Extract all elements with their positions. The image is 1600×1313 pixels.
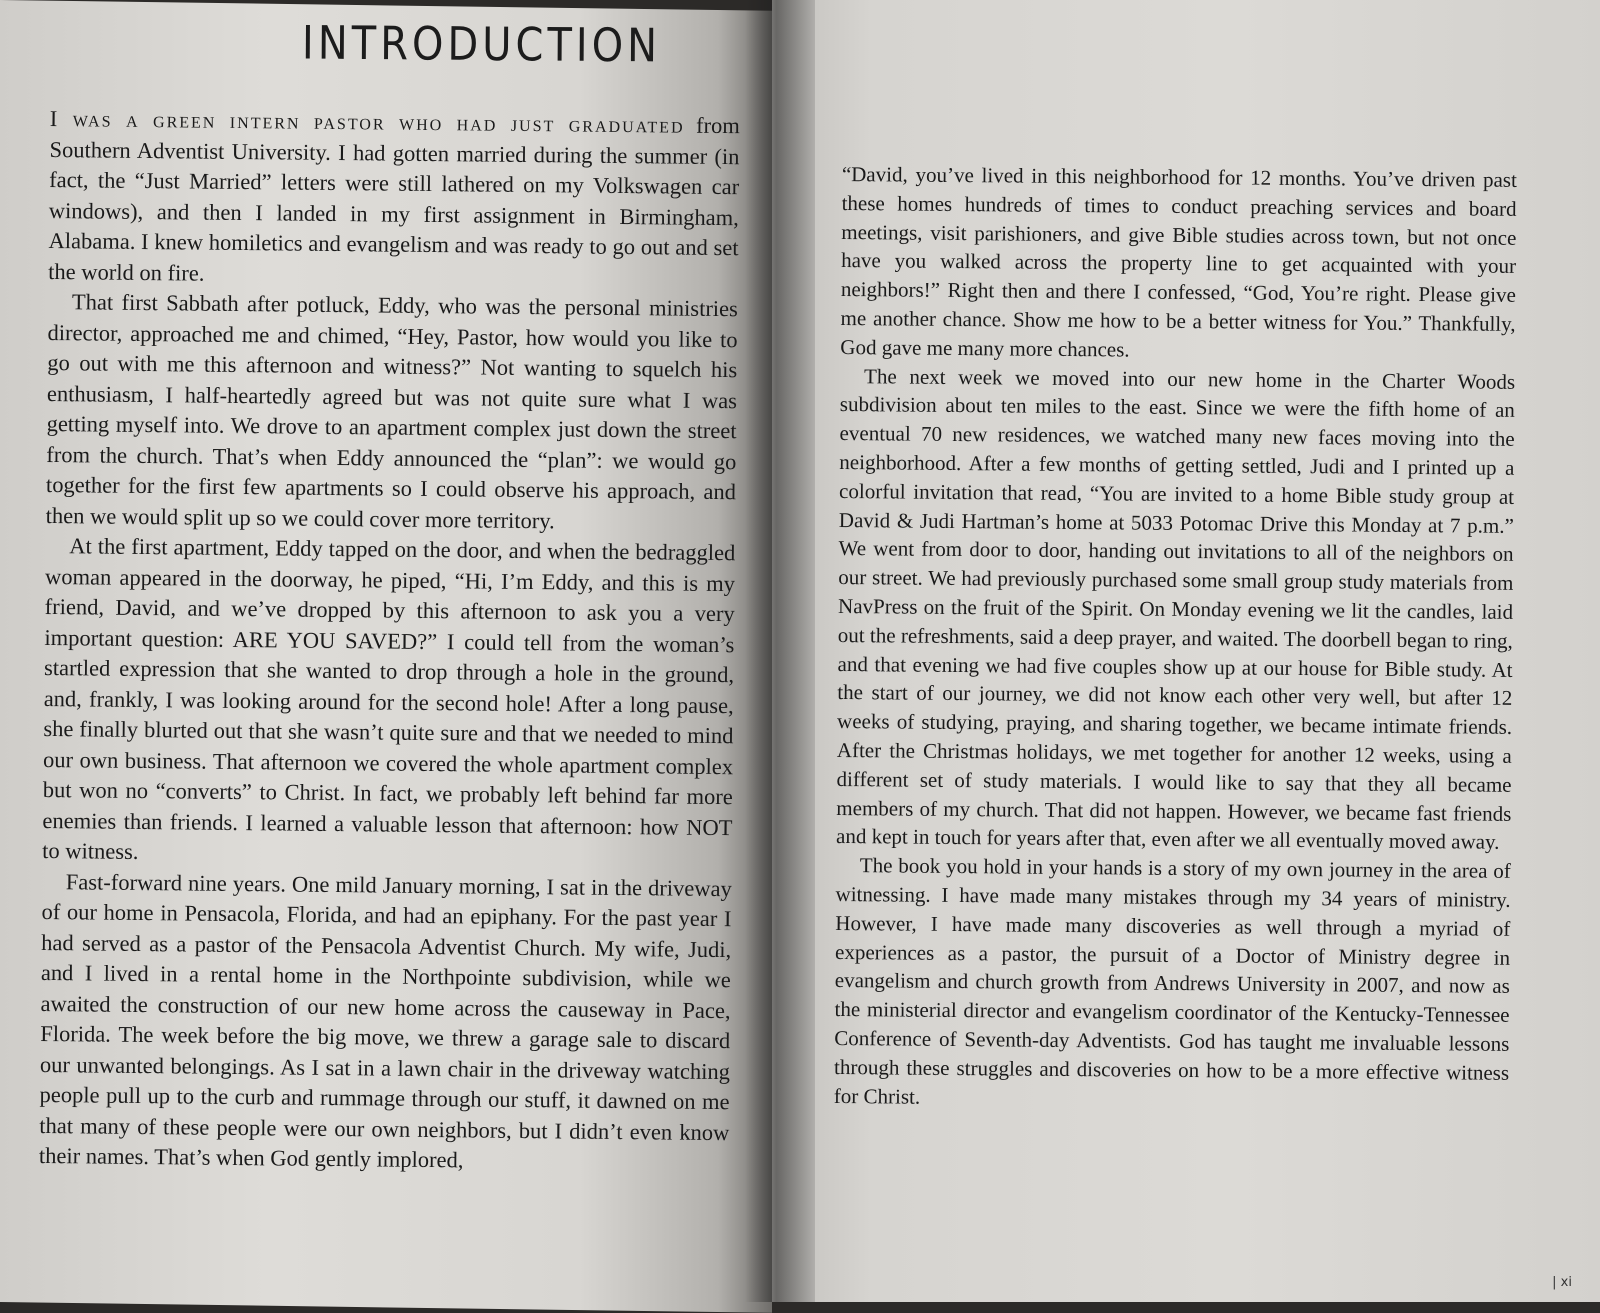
chapter-heading: INTRODUCTION [301, 17, 662, 73]
book-gutter [745, 0, 815, 1302]
paragraph: That first Sabbath after potluck, Eddy, who was the personal ministries director, approached me and chimed, “Hey, Pastor, how would you like to go out with me this afternoon and witness?” Not wanting to squelch his enthusiasm, I half-heartedly agreed but was not quite sure what I was getting myself into. We drove to an apartment complex just down the street from the church. That’s when Eddy announced the “plan”: we would go together for the first few apartments so I could observe his approach, and then we would split up so we could cover more territory. [45, 289, 739, 533]
page-number: | xi [1552, 1275, 1572, 1290]
paragraph: Fast-forward nine years. One mild January morning, I sat in the driveway of our home in Pensacola, Florida, and had an epiphany. For the past year I had served as a pastor of the Pensacola Adventist Church. My wife, Judi, and I lived in a rental home in the Northpointe subdivision, while we awaited the construction of our new home across the causeway in Pace, Florida. The week before the big move, we threw a garage sale to discard our unwanted belongings. As I sat in a lawn chair in the driveway watching people pull up to the curb and rummage through our stuff, it dawned on me that many of these people were our own neighbors, but I didn’t even know their names. That’s when God gently implored, [38, 868, 732, 1173]
paragraph: The book you hold in your hands is a story of my own journey in the area of witnessing. I have made many mistakes through my 34 years of ministry. However, I have made many discoveries as well through a myriad of experiences as a pastor, the pursuit of a Doctor of Ministry degree in evangelism and church growth from Andrews University in 2007, and now as the ministerial director and evangelism coordinator of the Kentucky-Tennessee Conference of Seventh-day Adventists. God has taught me invaluable lessons through these struggles and discoveries on how to be a more effective witness for Christ. [833, 853, 1511, 1109]
paragraph [48, 104, 740, 294]
paragraph: “David, you’ve lived in this neighborhood for 12 months. You’ve driven past these homes hundreds of times to conduct preaching services and board meetings, visit parishioners, and give Bible studies across town, but not once have you walked across the property line to get acquainted with your neighbors!” Right then and there I confessed, “God, You’re right. Please give me another chance. Show me how to be a better witness for You.” Thankfully, God gave me many more chances. [840, 161, 1517, 362]
left-page-text [39, 104, 740, 1179]
paragraph: At the first apartment, Eddy tapped on the door, and when the bedraggled woman appeared in the doorway, he piped, “Hi, I’m Eddy, and this is my friend, David, and we’ve dropped by this afternoon to ask you a very important question: ARE YOU SAVED?” I could tell from the woman’s startled expression that she wanted to drop through a hole in the ground, and, frankly, I was looking around for the second hole! After a long pause, she finally blurted out that she wasn’t quite sure and that we needed to mind our own business. That afternoon we covered the whole apartment complex but won no “converts” to Christ. In fact, we probably left behind far more enemies than friends. I learned a valuable lesson that afternoon: how NOT to witness. [42, 533, 736, 864]
paragraph: The next week we moved into our new home in the Charter Woods subdivision about ten miles to the east. Since we were the fifth home of an eventual 70 new residences, we watched many new faces moving into the neighborhood. After a few months of getting settled, Judi and I printed up a colorful invitation that read, “You are invited to a home Bible study group at David & Judi Hartman’s home at 5033 Potomac Drive this Monday at 7 p.m.” We went from door to door, handing out invitations to all of the neighbors on our street. We had previously purchased some small group study materials from NavPress on the fruit of the Spirit. On Monday evening we lit the candles, laid out the refreshments, said a deep prayer, and waited. The doorbell began to ring, and that evening we had five couples show up at our house for Bible study. At the start of our journey, we did not know each other very well, but after 12 weeks of studying, praying, and sharing together, we became intimate friends. After the Christmas holidays, we met together for another 12 weeks, using a different set of study materials. I would like to say that they all became members of my church. That did not happen. However, we became fast friends and kept in touch for years after that, even after we all eventually moved away. [835, 363, 1516, 855]
paragraph-text: from Southern Adventist University. I had gotten married during the summer (in fact, the “Just Married” letters were still lathered on my Volkswagen car windows), and then I landed in my first assignment in Birmingham, Alabama. I knew homiletics and evangelism and was ready to go out and set the world on fire. [48, 112, 740, 286]
right-page-text [834, 160, 1517, 1116]
lead-in-small-caps: I was a green intern pastor who had just graduated [49, 105, 685, 138]
